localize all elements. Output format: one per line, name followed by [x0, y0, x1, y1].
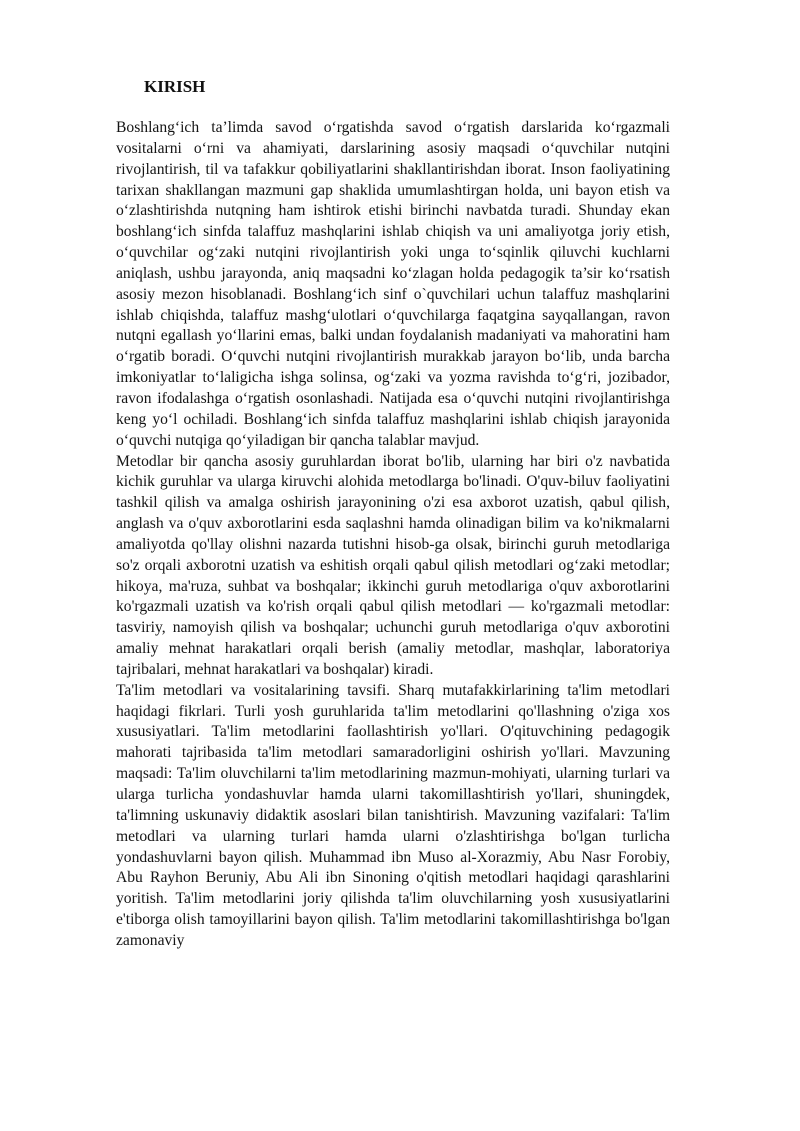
paragraph-intro: Boshlang‘ich ta’limda savod o‘rgatishda savod o‘rgatish darslarida ko‘rgazmali vositalarni o‘rni va ahamiyati, darslarining asosiy maqsadi o‘quvchilar nutqini rivojlantirish, til va tafakkur qobiliyatlarini shakllantirishdan iborat. Inson faoliyatining tarixan shakllangan mazmuni gap shaklida umumlashtirgan holda, uni bayon etish va o‘zlashtirishda nutqning ham ishtirok etishi birinchi navbatda turadi. Shunday ekan boshlang‘ich sinfda talaffuz mashqlarini ishlab chiqish va uni amaliyotga joriy etish, o‘quvchilar og‘zaki nutqini rivojlantirish yoki unga to‘sqinlik qiluvchi kuchlarni aniqlash, ushbu jarayonda, aniq maqsadni ko‘zlagan holda pedagogik ta’sir ko‘rsatish asosiy mezon hisoblanadi. Boshlang‘ich sinf o`quvchilari uchun talaffuz mashqlarini ishlab chiqishda, talaffuz mashg‘ulotlari o‘quvchilarga faqatgina sayqallangan, ravon nutqni egallash yo‘llarini emas, balki undan foydalanish madaniyati va mahoratini ham o‘rgatib boradi. O‘quvchi nutqini rivojlantirish murakkab jarayon bo‘lib, unda barcha imkoniyatlar to‘laligicha ishga solinsa, og‘zaki va yozma ravishda to‘g‘ri, jozibador, ravon ifodalashga o‘rgatish osonlashadi. Natijada esa o‘quvchi nutqini rivojlantirishga keng yo‘l ochiladi. Boshlang‘ich sinfda talaffuz mashqlarini ishlab chiqish jarayonida o‘quvchi nutqiga qo‘yiladigan bir qancha talablar mavjud.: [116, 119, 670, 449]
paragraph-methods-groups: Metodlar bir qancha asosiy guruhlardan iborat bo'lib, ularning har biri o'z navbatida kichik guruhlar va ularga kiruvchi alohida metodlarga bo'linadi. O'quv-biluv faoliyatini tashkil qilish va amalga oshirish jarayonining o'zi esa axborot uzatish, qabul qilish, anglash va o'quv axborotlarini esda saqlashni hamda olinadigan bilim va ko'nikmalarni amaliyotda qo'llay olishni nazarda tutishni hisob-ga olsak, birinchi guruh metodlariga so'z orqali axborotni uzatish va eshitish orqali qabul qilish metodlari og‘zaki metodlar; hikoya, ma'ruza, suhbat va boshqalar; ikkinchi guruh metodlariga o'quv axborotlarini ko'rgazmali uzatish va ko'rish orqali qabul qilish metodlari — ko'rgazmali metodlar: tasviriy, namoyish qilish va boshqalar; uchunchi guruh metodlariga o'quv axborotini amaliy mehnat harakatlari orqali berish (amaliy metodlar, mashqlar, laboratoriya tajribalari, mehnat harakatlari va boshqalar) kiradi.: [116, 452, 670, 678]
body-text: [116, 118, 670, 952]
section-heading: KIRISH: [144, 77, 206, 96]
paragraph-methods-description: Ta'lim metodlari va vositalarining tavsifi. Sharq mutafakkirlarining ta'lim metodlari haqidagi fikrlari. Turli yosh guruhlarida ta'lim metodlarini qo'llashning o'ziga xos xususiyatlari. Ta'lim metodlarini faollashtirish yo'llari. O'qituvchining pedagogik mahorati tajribasida ta'lim metodlari samaradorligini oshirish yo'llari. Mavzuning maqsadi: Ta'lim oluvchilarni ta'lim metodlarining mazmun-mohiyati, ularning turlari va ularga turlicha yondashuvlar hamda ularni takomillashtirish yo'llari, shuningdek, ta'limning uskunaviy didaktik asoslari bilan tanishtirish. Mavzuning vazifalari: Ta'lim metodlari va ularning turlari hamda ularni o'zlashtirishga bo'lgan turlicha yondashuvlarni bayon qilish. Muhammad ibn Muso al-Xorazmiy, Abu Nasr Forobiy, Abu Rayhon Beruniy, Abu Ali ibn Sinoning o'qitish metodlari haqidagi qarashlarini yoritish. Ta'lim metodlarini joriy qilishda ta'lim oluvchilarning yosh xususiyatlarini e'tiborga olish tamoyillarini bayon qilish. Ta'lim metodlarini takomillashtirishga bo'lgan zamonaviy: [116, 681, 670, 949]
